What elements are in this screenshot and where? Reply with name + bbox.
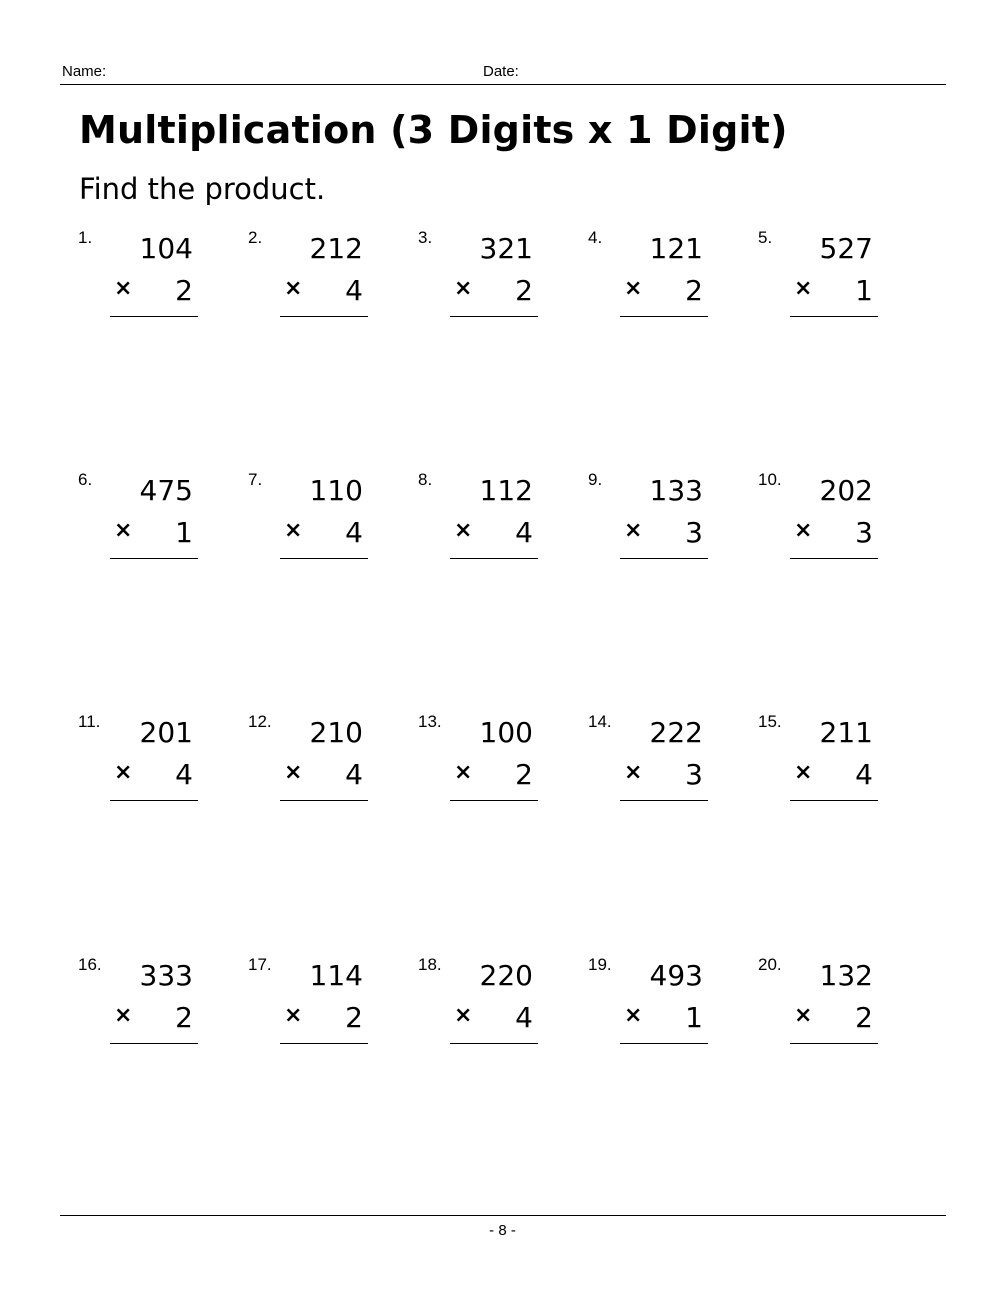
worksheet-title: Multiplication (3 Digits x 1 Digit) [79, 108, 788, 152]
times-sign: × [794, 276, 813, 301]
multiplier: 2 [175, 274, 193, 307]
problem-number: 18. [418, 955, 442, 974]
problem-number: 17. [248, 955, 272, 974]
problem-7 [248, 470, 408, 560]
problem-14 [588, 712, 748, 802]
top-number: 201 [139, 716, 193, 749]
multiplier: 3 [685, 516, 703, 549]
multiplier: 1 [685, 1001, 703, 1034]
top-number: 212 [309, 232, 363, 265]
problem-4 [588, 228, 748, 318]
top-number: 222 [649, 716, 703, 749]
multiplier: 4 [345, 274, 363, 307]
multiplier: 1 [175, 516, 193, 549]
problem-number: 4. [588, 228, 603, 247]
top-number: 527 [819, 232, 873, 265]
times-sign: × [794, 518, 813, 543]
problem-number: 14. [588, 712, 612, 731]
multiplier: 4 [345, 516, 363, 549]
problem-number: 7. [248, 470, 263, 489]
top-number: 210 [309, 716, 363, 749]
answer-line [450, 1043, 538, 1044]
problem-18 [418, 955, 578, 1045]
problem-13 [418, 712, 578, 802]
top-number: 321 [479, 232, 533, 265]
multiplier: 2 [345, 1001, 363, 1034]
answer-line [280, 558, 368, 559]
multiplier: 4 [345, 758, 363, 791]
times-sign: × [454, 518, 473, 543]
problem-15 [758, 712, 918, 802]
problem-number: 16. [78, 955, 102, 974]
answer-line [450, 316, 538, 317]
problem-number: 5. [758, 228, 773, 247]
top-number: 100 [479, 716, 533, 749]
problem-number: 20. [758, 955, 782, 974]
times-sign: × [284, 276, 303, 301]
times-sign: × [624, 1003, 643, 1028]
answer-line [450, 558, 538, 559]
multiplier: 3 [685, 758, 703, 791]
top-number: 220 [479, 959, 533, 992]
multiplier: 3 [855, 516, 873, 549]
answer-line [280, 316, 368, 317]
worksheet-header [60, 60, 946, 85]
problem-number: 6. [78, 470, 93, 489]
times-sign: × [284, 760, 303, 785]
times-sign: × [284, 1003, 303, 1028]
top-number: 475 [139, 474, 193, 507]
problem-9 [588, 470, 748, 560]
times-sign: × [624, 276, 643, 301]
times-sign: × [624, 518, 643, 543]
answer-line [110, 1043, 198, 1044]
answer-line [620, 1043, 708, 1044]
problem-number: 12. [248, 712, 272, 731]
top-number: 211 [819, 716, 873, 749]
problem-3 [418, 228, 578, 318]
multiplier: 4 [515, 1001, 533, 1034]
answer-line [280, 800, 368, 801]
date-label: Date: [483, 63, 519, 80]
answer-line [110, 800, 198, 801]
problem-number: 3. [418, 228, 433, 247]
times-sign: × [454, 760, 473, 785]
problem-16 [78, 955, 238, 1045]
answer-line [790, 1043, 878, 1044]
problem-number: 11. [78, 712, 101, 731]
multiplier: 2 [855, 1001, 873, 1034]
problem-number: 1. [78, 228, 93, 247]
answer-line [110, 558, 198, 559]
footer-divider [60, 1215, 946, 1216]
problem-6 [78, 470, 238, 560]
answer-line [110, 316, 198, 317]
top-number: 493 [649, 959, 703, 992]
problem-10 [758, 470, 918, 560]
top-number: 114 [309, 959, 363, 992]
answer-line [450, 800, 538, 801]
problem-2 [248, 228, 408, 318]
problem-20 [758, 955, 918, 1045]
top-number: 333 [139, 959, 193, 992]
top-number: 112 [479, 474, 533, 507]
problem-5 [758, 228, 918, 318]
multiplier: 1 [855, 274, 873, 307]
problem-number: 19. [588, 955, 612, 974]
times-sign: × [454, 1003, 473, 1028]
multiplier: 4 [515, 516, 533, 549]
problem-number: 13. [418, 712, 442, 731]
answer-line [790, 800, 878, 801]
times-sign: × [114, 760, 133, 785]
instruction-text: Find the product. [79, 172, 326, 206]
top-number: 121 [649, 232, 703, 265]
times-sign: × [114, 276, 133, 301]
multiplier: 4 [855, 758, 873, 791]
answer-line [620, 316, 708, 317]
problem-number: 2. [248, 228, 263, 247]
multiplier: 2 [515, 274, 533, 307]
problem-number: 10. [758, 470, 782, 489]
page-number: - 8 - [489, 1222, 516, 1239]
problem-11 [78, 712, 238, 802]
problem-19 [588, 955, 748, 1045]
answer-line [790, 316, 878, 317]
times-sign: × [794, 1003, 813, 1028]
times-sign: × [114, 518, 133, 543]
times-sign: × [794, 760, 813, 785]
problem-17 [248, 955, 408, 1045]
answer-line [620, 800, 708, 801]
problem-number: 9. [588, 470, 603, 489]
problem-12 [248, 712, 408, 802]
multiplier: 2 [175, 1001, 193, 1034]
problem-number: 15. [758, 712, 782, 731]
multiplier: 2 [515, 758, 533, 791]
times-sign: × [284, 518, 303, 543]
times-sign: × [114, 1003, 133, 1028]
problem-number: 8. [418, 470, 433, 489]
multiplier: 4 [175, 758, 193, 791]
times-sign: × [624, 760, 643, 785]
top-number: 104 [139, 232, 193, 265]
top-number: 202 [819, 474, 873, 507]
top-number: 110 [309, 474, 363, 507]
problem-1 [78, 228, 238, 318]
top-number: 133 [649, 474, 703, 507]
answer-line [790, 558, 878, 559]
answer-line [280, 1043, 368, 1044]
times-sign: × [454, 276, 473, 301]
name-label: Name: [62, 63, 107, 80]
multiplier: 2 [685, 274, 703, 307]
problem-8 [418, 470, 578, 560]
answer-line [620, 558, 708, 559]
top-number: 132 [819, 959, 873, 992]
